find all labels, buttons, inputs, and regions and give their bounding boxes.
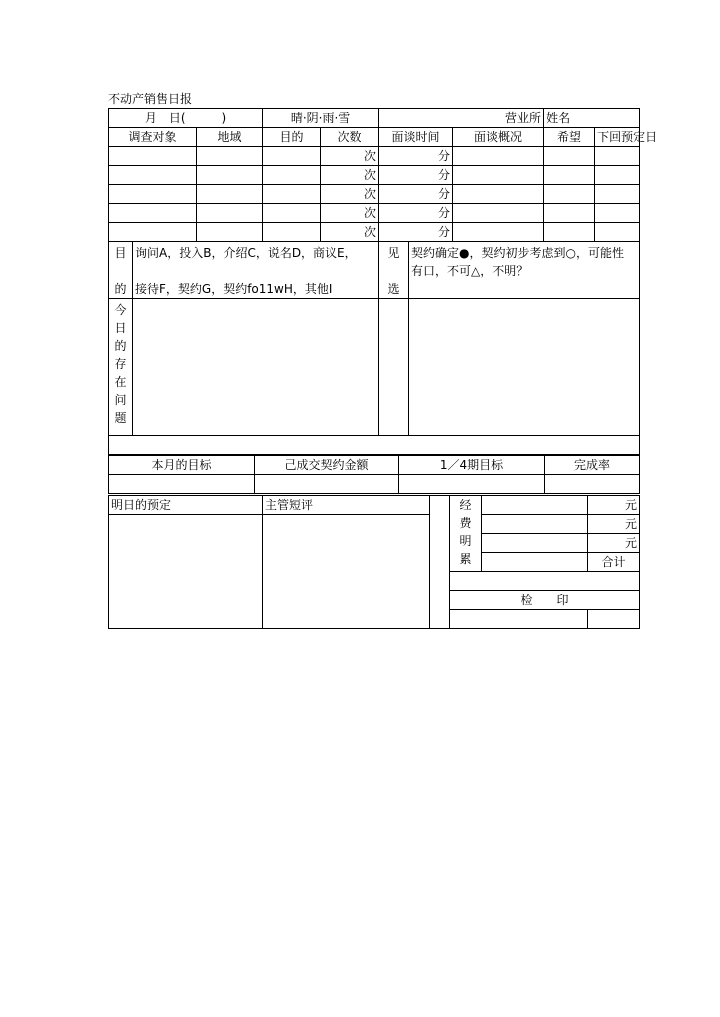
purpose-line-1: 询问A，投入B，介绍C，说名D，商议E， <box>135 246 357 260</box>
count-unit: 次 <box>321 147 379 166</box>
bottom-table <box>108 495 640 629</box>
quarter-target-value[interactable] <box>399 475 545 494</box>
targets-table <box>108 455 640 494</box>
outlook-line-1: 契约确定●，契约初步考虑到○，可能性 <box>411 246 624 260</box>
inspection-stamp-1[interactable] <box>450 610 588 629</box>
col-purpose: 目的 <box>263 128 321 147</box>
targets-header <box>109 456 640 475</box>
time-unit: 分 <box>379 185 453 204</box>
count-unit: 次 <box>321 204 379 223</box>
time-unit: 分 <box>379 147 453 166</box>
total-label: 合计 <box>588 553 640 572</box>
quarter-target-label: 1／4期目标 <box>399 456 545 475</box>
col-time: 面谈时间 <box>379 128 453 147</box>
col-hope: 希望 <box>544 128 595 147</box>
table-row <box>109 223 640 242</box>
spacer-row <box>109 436 640 455</box>
report-table <box>108 108 658 455</box>
problems-area[interactable] <box>133 299 379 436</box>
purpose-line-2: 接待F，契约G，契约fo11wH，其他I <box>135 282 333 296</box>
purpose-label-top: 目 <box>114 246 127 260</box>
date-field[interactable]: 月 日( ) <box>109 109 263 128</box>
achieved-amount-value[interactable] <box>255 475 399 494</box>
inspection-label: 检 印 <box>450 591 640 610</box>
outlook-legend <box>409 242 640 299</box>
problems-notes[interactable] <box>409 299 640 436</box>
comment-label: 主管短评 <box>263 496 430 515</box>
purpose-label-bottom: 的 <box>114 282 127 296</box>
count-unit: 次 <box>321 223 379 242</box>
problems-row <box>109 299 640 436</box>
outlook-line-2: 有口，不可△，不明？ <box>411 264 529 278</box>
purpose-legend <box>133 242 379 299</box>
outlook-label-bottom: 选 <box>387 282 400 296</box>
completion-rate-label: 完成率 <box>545 456 640 475</box>
table-row <box>109 204 640 223</box>
weather-field[interactable]: 晴·阴·雨·雪 <box>263 109 379 128</box>
col-count: 次数 <box>321 128 379 147</box>
name-field[interactable]: 姓名 <box>544 109 640 128</box>
header-row <box>109 109 640 128</box>
count-unit: 次 <box>321 166 379 185</box>
expense-label: 经费明累 <box>450 496 482 572</box>
column-header-row <box>109 128 640 147</box>
col-summary: 面谈概况 <box>453 128 544 147</box>
time-unit: 分 <box>379 204 453 223</box>
yuan-unit-1: 元 <box>588 496 640 515</box>
yuan-unit-3: 元 <box>588 534 640 553</box>
expense-input-4[interactable] <box>482 553 588 572</box>
table-row <box>109 166 640 185</box>
legend-row <box>109 242 640 299</box>
monthly-target-value[interactable] <box>109 475 255 494</box>
problems-label: 今日的存在问题 <box>109 299 133 436</box>
col-next-date: 下回预定日 <box>595 128 640 147</box>
time-unit: 分 <box>379 223 453 242</box>
outlook-label-box <box>379 242 409 299</box>
yuan-unit-2: 元 <box>588 515 640 534</box>
col-area: 地域 <box>197 128 263 147</box>
purpose-label-box <box>109 242 133 299</box>
col-target: 调查对象 <box>109 128 197 147</box>
page-title: 不动产销售日报 <box>108 92 193 106</box>
expense-input-1[interactable] <box>482 496 588 515</box>
time-unit: 分 <box>379 166 453 185</box>
table-row <box>109 147 640 166</box>
expense-input-2[interactable] <box>482 515 588 534</box>
comment-area[interactable] <box>263 515 430 629</box>
tomorrow-plan-label: 明日的预定 <box>109 496 263 515</box>
count-unit: 次 <box>321 185 379 204</box>
table-row <box>109 185 640 204</box>
tomorrow-plan-area[interactable] <box>109 515 263 629</box>
achieved-amount-label: 己成交契约金额 <box>255 456 399 475</box>
expense-input-3[interactable] <box>482 534 588 553</box>
outlook-label-top: 见 <box>387 246 400 260</box>
monthly-target-label: 本月的目标 <box>109 456 255 475</box>
targets-values <box>109 475 640 494</box>
office-field[interactable]: 营业所 <box>379 109 544 128</box>
completion-rate-value[interactable] <box>545 475 640 494</box>
inspection-stamp-2[interactable] <box>588 610 640 629</box>
